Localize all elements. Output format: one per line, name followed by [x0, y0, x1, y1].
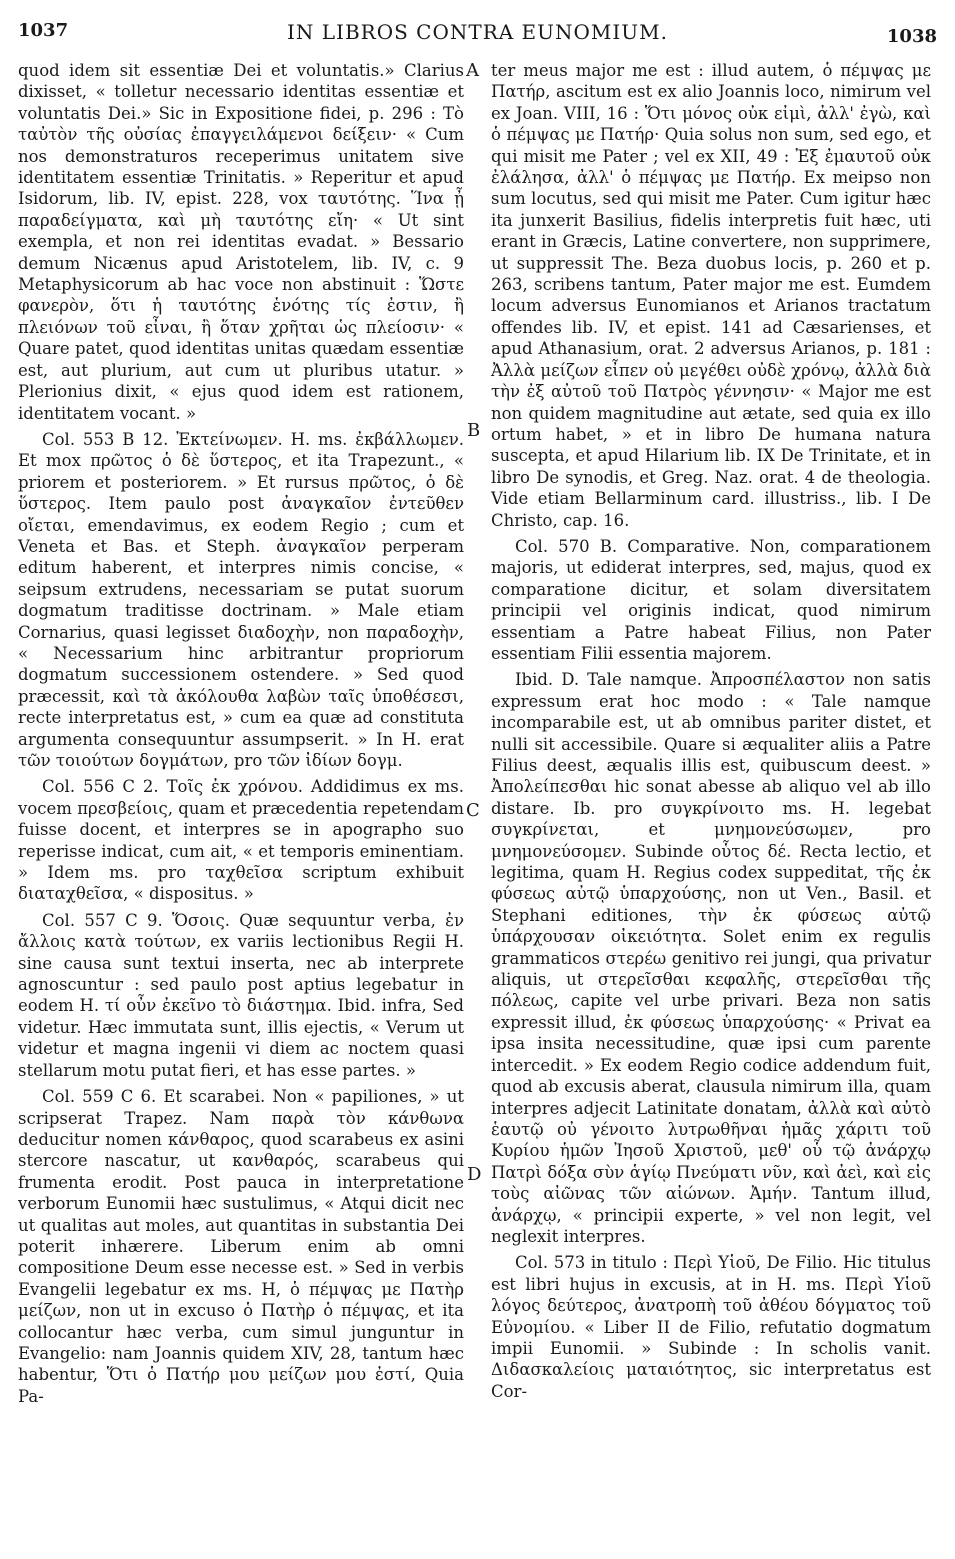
right-page-number: 1038 — [886, 26, 937, 47]
paragraph: Col. 553 B 12. Ἐκτείνωμεν. H. ms. ἐκβάλλωμεν. Et mox πρῶτος ὁ δὲ ὕστερος, et ita Trapezunt., « priorem et posteriorem. » Et rursus πρῶτος, ὁ δὲ ὕστερος. Item paulo post ἀναγκαῖον ἐντεῦθεν οἴεται, emendavimus, ex eodem Regio ; cum et Veneta et Bas. et Steph. ἀναγκαῖον perperam editum haberent, et interpres nimis concise, « seipsum extrudens, necessariam se putat suorum dogmatum traditisse doctrinam. » Male etiam Cornarius, quasi legisset διαδοχὴν, non παραδοχὴν, « Necessarium hinc arbitrantur propriorum dogmatum successionem ostendere. » Sed quod præcessit, καὶ τὰ ἀκόλουθα λαβὼν ταῖς ὑποθέσεσι, recte interpretatus est, » cum ea quæ ad constituta argumenta consequuntur assumpserit. » In H. erat τῶν τοιούτων δογμάτων, pro τῶν ἰδίων δογμ. — [18, 429, 464, 770]
paragraph: Col. 556 C 2. Τοῖς ἐκ χρόνου. Addidimus ex ms. vocem πρεσβείοις, quam et præcedentia repetendam fuisse docent, et interpres se in apographo suo reperisse indicat, cum ait, « et temporis eminentiam. » Idem ms. pro ταχθεῖσα scriptum exhibuit διαταχθεῖσα, « dispositus. » — [18, 777, 464, 904]
margin-marker-d: D — [467, 1164, 482, 1185]
paragraph: Col. 570 B. Comparative. Non, comparationem majoris, ut ediderat interpres, sed, majus, quod ex comparatione dicitur, et solam diversitatem principii vel originis indicat, quod nimirum essentiam a Patre habeat Filius, non Pater essentiam Filii essentia majorem. — [491, 536, 931, 663]
paragraph: ter meus major me est : illud autem, ὁ πέμψας με Πατήρ, ascitum est ex alio Joannis loco, nimirum vel ex Joan. VIII, 16 : Ὅτι μόνος οὐκ εἰμὶ, ἀλλ' ἐγὼ, καὶ ὁ πέμψας με Πατήρ· Quia solus non sum, sed ego, et qui misit me Pater ; vel ex XII, 49 : Ἐξ ἐμαυτοῦ οὐκ ἐλάλησα, ἀλλ' ὁ πέμψας με Πατήρ. Ex meipso non sum locutus, sed qui misit me Pater. Cum igitur hæc ita junxerit Basilius, fidelis interpretis fuit hæc, uti erant in Græcis, Latine convertere, non supprimere, ut suppressit The. Beza duobus locis, p. 260 et p. 263, scribens tantum, Pater major me est. Eumdem locum adversus Eunomianos et Arianos tractatum offendes lib. IV, et epist. 141 ad Cæsarienses, et apud Athanasium, orat. 2 adversus Arianos, p. 181 : Ἀλλὰ μείζων εἶπεν οὐ μεγέθει οὐδὲ χρόνῳ, ἀλλὰ διὰ τὴν ἐξ αὐτοῦ τοῦ Πατρὸς γέννησιν· « Major me est non quidem magnitudine aut ætate, sed quia ex illo ortum habet, » et in libro De humana natura suscepta, et apud Hilarium lib. IX De Trinitate, et in libro De synodis, et Greg. Naz. orat. 4 de theologia. Vide etiam Bellarminum card. illustriss., lib. I De Christo, cap. 16. — [491, 61, 931, 530]
margin-marker-b: B — [467, 420, 481, 441]
paragraph: Col. 557 C 9. Ὅσοις. Quæ sequuntur verba, ἐν ἄλλοις κατὰ τούτων, ex variis lectionibus Regii H. sine causa sunt textui inserta, nec ab interprete agnoscuntur : sed paulo post aptius legebatur in eodem H. τί οὖν ἐκεῖνο τὸ διάστημα. Ibid. infra, Sed videtur. Hæc immutata sunt, illis ejectis, « Verum ut videtur et magna ingenii vi diem ac noctem quasi stellarum motu putat fieri, et has esse partes. » — [18, 910, 464, 1080]
running-title: IN LIBROS CONTRA EUNOMIUM. — [287, 20, 668, 44]
right-column — [491, 60, 931, 1402]
paragraph: Col. 573 in titulo : Περὶ Υἱοῦ, De Filio. Hic titulus est libri hujus in excusis, at in H. ms. Περὶ Υἱοῦ λόγος δεύτερος, ἀνατροπὴ τοῦ ἀθέου δόγματος τοῦ Εὐνομίου. « Liber II de Filio, refutatio dogmatum impii Eunomii. » Subinde : In scholis vanit. Διδασκαλείοις ματαιότητος, sic interpretatus est Cor- — [491, 1253, 931, 1401]
margin-marker-a: A — [466, 60, 479, 81]
paragraph: Ibid. D. Tale namque. Ἀπροσπέλαστον non satis expressum erat hoc modo : « Tale namque incomparabile est, ut ab omnibus pariter distet, et nulli sit accessibile. Quare si æqualiter aliis a Patre Filius deest, æqualis illis est, quibuscum deest. » Ἀπολείπεσθαι hic sonat abesse ab aliquo vel ab illo distare. Ib. pro συγκρίνοιτο ms. H. legebat συγκρίνεται, et μνημονεύσωμεν, pro μνημονεύσομεν. Subinde οὗτος δέ. Recta lectio, et legitima, quam H. Regius codex suppeditat, τῆς ἐκ φύσεως αὐτῷ ὑπαρχούσης, non ut Ven., Basil. et Stephani editiones, τὴν ἐκ φύσεως αὐτῷ ὑπάρχουσαν οἰκειότητα. Solet enim ex regulis grammaticos στερέω genitivo rei jungi, qua privatur aliquis, ut στερεῖσθαι κεφαλῆς, στερεῖσθαι τῆς πόλεως, capite vel urbe privari. Beza non satis expressit illud, ἐκ φύσεως ὑπαρχούσης· « Privat ea ipsa insita necessitudine, quæ ipsi cum parente intercedit. » Ex eodem Regio codice addendum fuit, quod ab excusis aberat, clausula nimirum illa, quam interpres adjecit Latinitate donatam, ἀλλὰ καὶ αὐτὸ ἑαυτῷ οὐ γένοιτο λυτρωθῆναι ἡμᾶς χάριτι τοῦ Κυρίου ἡμῶν Ἰησοῦ Χριστοῦ, μεθ' οὗ τῷ ἀνάρχῳ Πατρὶ δόξα σὺν ἁγίῳ Πνεύματι νῦν, καὶ ἀεὶ, καὶ εἰς τοὺς αἰῶνας τῶν αἰώνων. Ἀμήν. Tantum illud, ἀνάρχῳ, « principii experte, » vel non legit, vel neglexit interpres. — [491, 670, 931, 1246]
margin-marker-c: C — [466, 800, 480, 821]
paragraph: Col. 559 C 6. Et scarabei. Non « papiliones, » ut scripserat Trapez. Nam παρὰ τὸν κάνθωνα deducitur nomen κάνθαρος, quod scarabeus ex asini stercore nascatur, ut κανθαρός, scarabeus qui frumenta erodit. Post pauca in interpretatione verborum Eunomii hæc sustulimus, « Atqui dicit nec ut qualitas aut moles, aut quantitas in substantia Dei poterit inhærere. Liberum enim ab omni compositione Deum esse necesse est. » Sed in verbis Evangelii legebatur ex ms. H, ὁ πέμψας με Πατὴρ μείζων, non ut in excuso ὁ Πατὴρ ὁ πέμψας, et ita collocantur hæc verba, cum simul junguntur in Evangelio: nam Joannis quidem XIV, 28, tantum hæc habentur, Ὅτι ὁ Πατήρ μου μείζων μου ἐστί, Quia Pa- — [18, 1087, 464, 1406]
left-column — [18, 60, 464, 1407]
left-page-number: 1037 — [18, 20, 69, 41]
running-header — [18, 14, 937, 50]
paragraph: quod idem sit essentiæ Dei et voluntatis.» Clarius dixisset, « tolletur necessario identitas essentiæ et voluntatis Dei.» Sic in Expositione fidei, p. 296 : Τὸ ταὐτὸν τῆς οὐσίας ἐπαγγειλάμενοι δείξειν· « Cum nos demonstraturos receperimus unitatem sive identitatem essentiæ Trinitatis. » Reperitur et apud Isidorum, lib. IV, epist. 228, vox ταυτότης. Ἵνα ᾖ παραδείγματα, καὶ μὴ ταυτότης εἴη· « Ut sint exempla, et non rei identitas evadat. » Bessario demum Nicænus apud Aristotelem, lib. IV, c. 9 Metaphysicorum ab hac voce non abstinuit : Ὥστε φανερὸν, ὅτι ἡ ταυτότης ἑνότης τίς ἐστιν, ἢ πλειόνων τοῦ εἶναι, ἢ ὅταν χρῆται ὡς πλείοσιν· « Quare patet, quod identitas unitas quædam essentiæ est, aut plurium, aut cum ut pluribus utatur. » Plerionius dixit, « ejus quod idem est rationem, identitatem vocant. » — [18, 61, 464, 423]
